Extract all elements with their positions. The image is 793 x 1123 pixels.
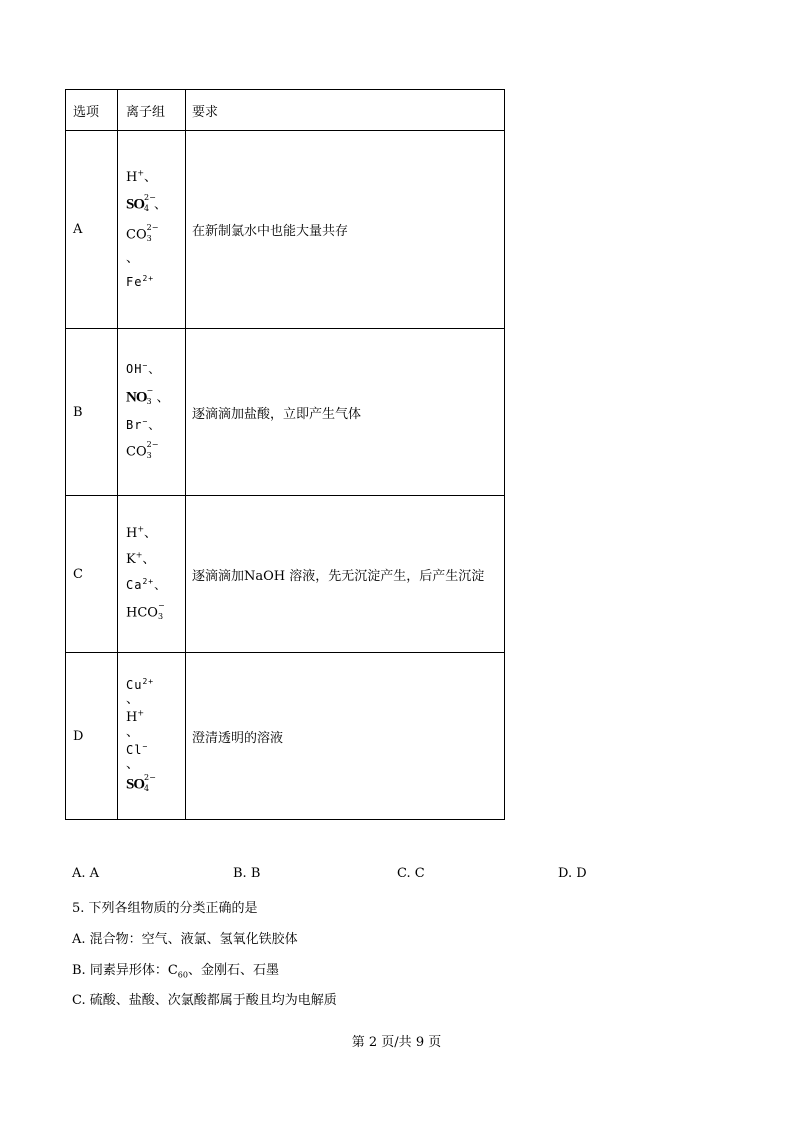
- ion: CO 2− 3: [126, 440, 159, 460]
- ion: Br−、: [126, 417, 162, 432]
- separator: 、: [126, 251, 140, 266]
- option-cell: B: [66, 329, 118, 496]
- ion: OH−、: [126, 361, 162, 376]
- page-footer: 第 2 页/共 9 页: [351, 1035, 442, 1050]
- header-requirement: 要求: [186, 90, 505, 131]
- question-5-option-b: B. 同素异形体：$C_{60}$、金刚石、石墨: [72, 963, 279, 980]
- choice-b: B. B: [233, 866, 261, 881]
- ion-group-cell: [118, 329, 186, 496]
- choice-d: D. D: [558, 866, 587, 881]
- header-ion-group: 离子组: [118, 90, 186, 131]
- ion: Cl−: [126, 741, 149, 757]
- table-row: [66, 496, 505, 653]
- separator: 、: [126, 691, 140, 707]
- ion: CO 2− 3: [126, 223, 159, 243]
- ion: H+、: [126, 524, 158, 541]
- ion: NO − 3 、: [126, 386, 170, 406]
- ion: HCO − 3: [126, 600, 165, 621]
- ion: H+: [126, 708, 145, 725]
- ion: $Fe^{2+}$: [126, 274, 155, 289]
- option-cell: A: [66, 131, 118, 329]
- ion: K+、: [126, 550, 156, 567]
- requirement-cell: 逐滴滴加NaOH 溶液，先无沉淀产生，后产生沉淀: [186, 496, 505, 653]
- table-row: [66, 131, 505, 329]
- ion: H+、: [126, 168, 158, 185]
- ion: SO 2− 4 、: [126, 193, 168, 213]
- ion-table: [65, 89, 505, 820]
- choice-c: C. C: [397, 866, 425, 881]
- question-5-stem: 5. 下列各组物质的分类正确的是: [72, 901, 258, 916]
- question-5-option-c: C. 硫酸、盐酸、次氯酸都属于酸且均为电解质: [72, 993, 337, 1008]
- option-cell: D: [66, 653, 118, 820]
- header-option: 选项: [66, 90, 118, 131]
- requirement-cell: 在新制氯水中也能大量共存: [186, 131, 505, 329]
- question-5-option-a: A. 混合物：空气、液氯、氢氧化铁胶体: [72, 932, 298, 947]
- ion: $Cu^{2+}$: [126, 676, 155, 692]
- table-row: [66, 653, 505, 820]
- choice-a: A. A: [72, 866, 100, 881]
- separator: 、: [126, 756, 140, 772]
- option-cell: C: [66, 496, 118, 653]
- table-header-row: [66, 90, 505, 131]
- ion-group-cell: [118, 653, 186, 820]
- table-row: [66, 329, 505, 496]
- ion-group-cell: [118, 131, 186, 329]
- requirement-cell: 澄清透明的溶液: [186, 653, 505, 820]
- separator: 、: [126, 724, 140, 740]
- ion: SO 2− 4: [126, 772, 156, 793]
- requirement-cell: 逐滴滴加盐酸，立即产生气体: [186, 329, 505, 496]
- ion: $Ca^{2+}$、: [126, 576, 168, 592]
- ion-group-cell: [118, 496, 186, 653]
